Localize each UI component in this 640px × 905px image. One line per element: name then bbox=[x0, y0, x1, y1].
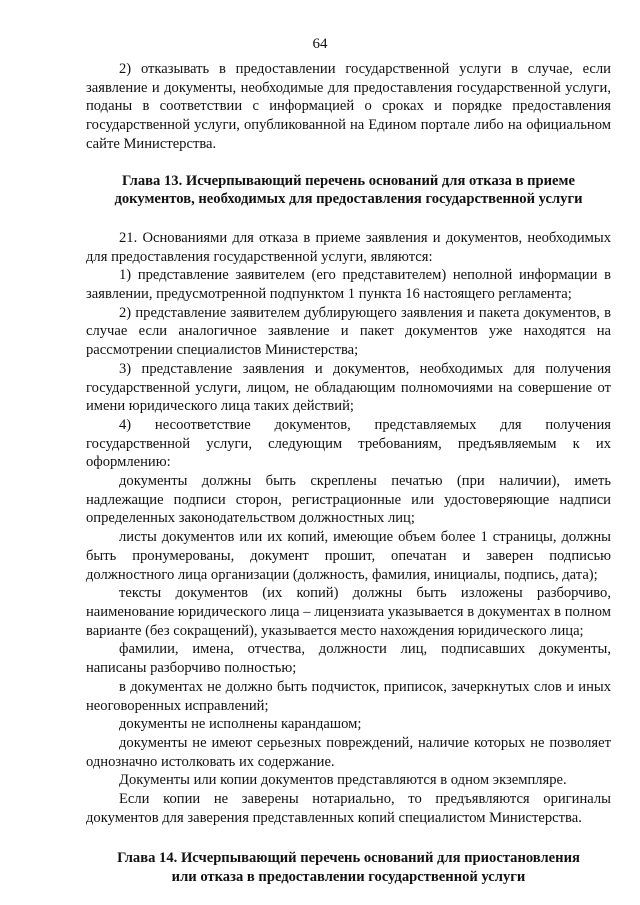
chapter-13-paragraph: Если копии не заверены нотариально, то предъявляются оригиналы документов для заверения представленных копий специалистом Министерства. bbox=[86, 791, 611, 826]
chapter-13-paragraph: в документах не должно быть подчисток, приписок, зачеркнутых слов и иных неоговоренных исправлений; bbox=[86, 678, 611, 714]
document-body bbox=[86, 60, 611, 887]
chapter-13-paragraph: 1) представление заявителем (его представителем) неполной информации в заявлении, предусмотренной подпунктом 1 пункта 16 настоящего регламента; bbox=[86, 267, 611, 303]
chapter-13-paragraph: документы должны быть скреплены печатью (при наличии), иметь надлежащие подписи сторон, регистрационные или удостоверяющие надписи определенных законодательством должностных лиц; bbox=[86, 473, 611, 527]
chapter-13-paragraph: 2) представление заявителем дублирующего заявления и пакета документов, в случае если аналогичное заявление и пакет документов уже находятся на рассмотрении специалистов Министерства; bbox=[86, 304, 611, 359]
chapter-13-heading bbox=[86, 172, 611, 209]
chapter-14-heading-line-2: или отказа в предоставлении государственной услуги bbox=[171, 869, 526, 886]
chapter-13-paragraph: фамилии, имена, отчества, должности лиц, подписавших документы, написаны разборчиво полностью; bbox=[86, 641, 611, 677]
chapter-13-paragraph: 21. Основаниями для отказа в приеме заявления и документов, необходимых для предоставления государственной услуги, являются: bbox=[86, 229, 611, 265]
chapter-13-paragraph: 3) представление заявления и документов, необходимых для получения государственной услуги, лицом, не обладающим полномочиями на совершение от имени юридического лица таких действий; bbox=[86, 360, 611, 415]
page-number: 64 bbox=[312, 36, 328, 52]
chapter-14-heading bbox=[86, 849, 611, 886]
chapter-13-heading-line-2: документов, необходимых для предоставления государственной услуги bbox=[114, 191, 583, 208]
chapter-14-heading-line-1: Глава 14. Исчерпывающий перечень оснований для приостановления bbox=[117, 850, 580, 867]
chapter-13-paragraph: документы не исполнены карандашом; bbox=[119, 716, 362, 733]
chapter-13-paragraph: листы документов или их копий, имеющие объем более 1 страницы, должны быть пронумерованы, документ прошит, опечатан и заверен подписью должностного лица организации (должность, фамилия, инициалы, подпись, дата); bbox=[86, 529, 611, 583]
intro-paragraph: 2) отказывать в предоставлении государственной услуги в случае, если заявление и документы, необходимые для предоставления государственной услуги, поданы в соответствии с информацией о сроках и порядке предоставления государственной услуги, опубликованной на Едином портале либо на официальном сайте Министерства. bbox=[86, 61, 611, 152]
chapter-13-heading-line-1: Глава 13. Исчерпывающий перечень оснований для отказа в приеме bbox=[122, 172, 575, 189]
chapter-13-paragraph: Документы или копии документов представляются в одном экземпляре. bbox=[119, 772, 567, 789]
chapter-13-paragraph: тексты документов (их копий) должны быть изложены разборчиво, наименование юридического лица – лицензиата указывается в документах в полном варианте (без сокращений), указывается место нахождения юридического лица; bbox=[86, 585, 611, 639]
chapter-13-body bbox=[86, 229, 611, 828]
chapter-13-paragraph: 4) несоответствие документов, представляемых для получения государственной услуги, следующим требованиям, предъявляемым к их оформлению: bbox=[86, 416, 611, 471]
chapter-13-paragraph: документы не имеют серьезных повреждений, наличие которых не позволяет однозначно истолковать их содержание. bbox=[86, 734, 611, 770]
